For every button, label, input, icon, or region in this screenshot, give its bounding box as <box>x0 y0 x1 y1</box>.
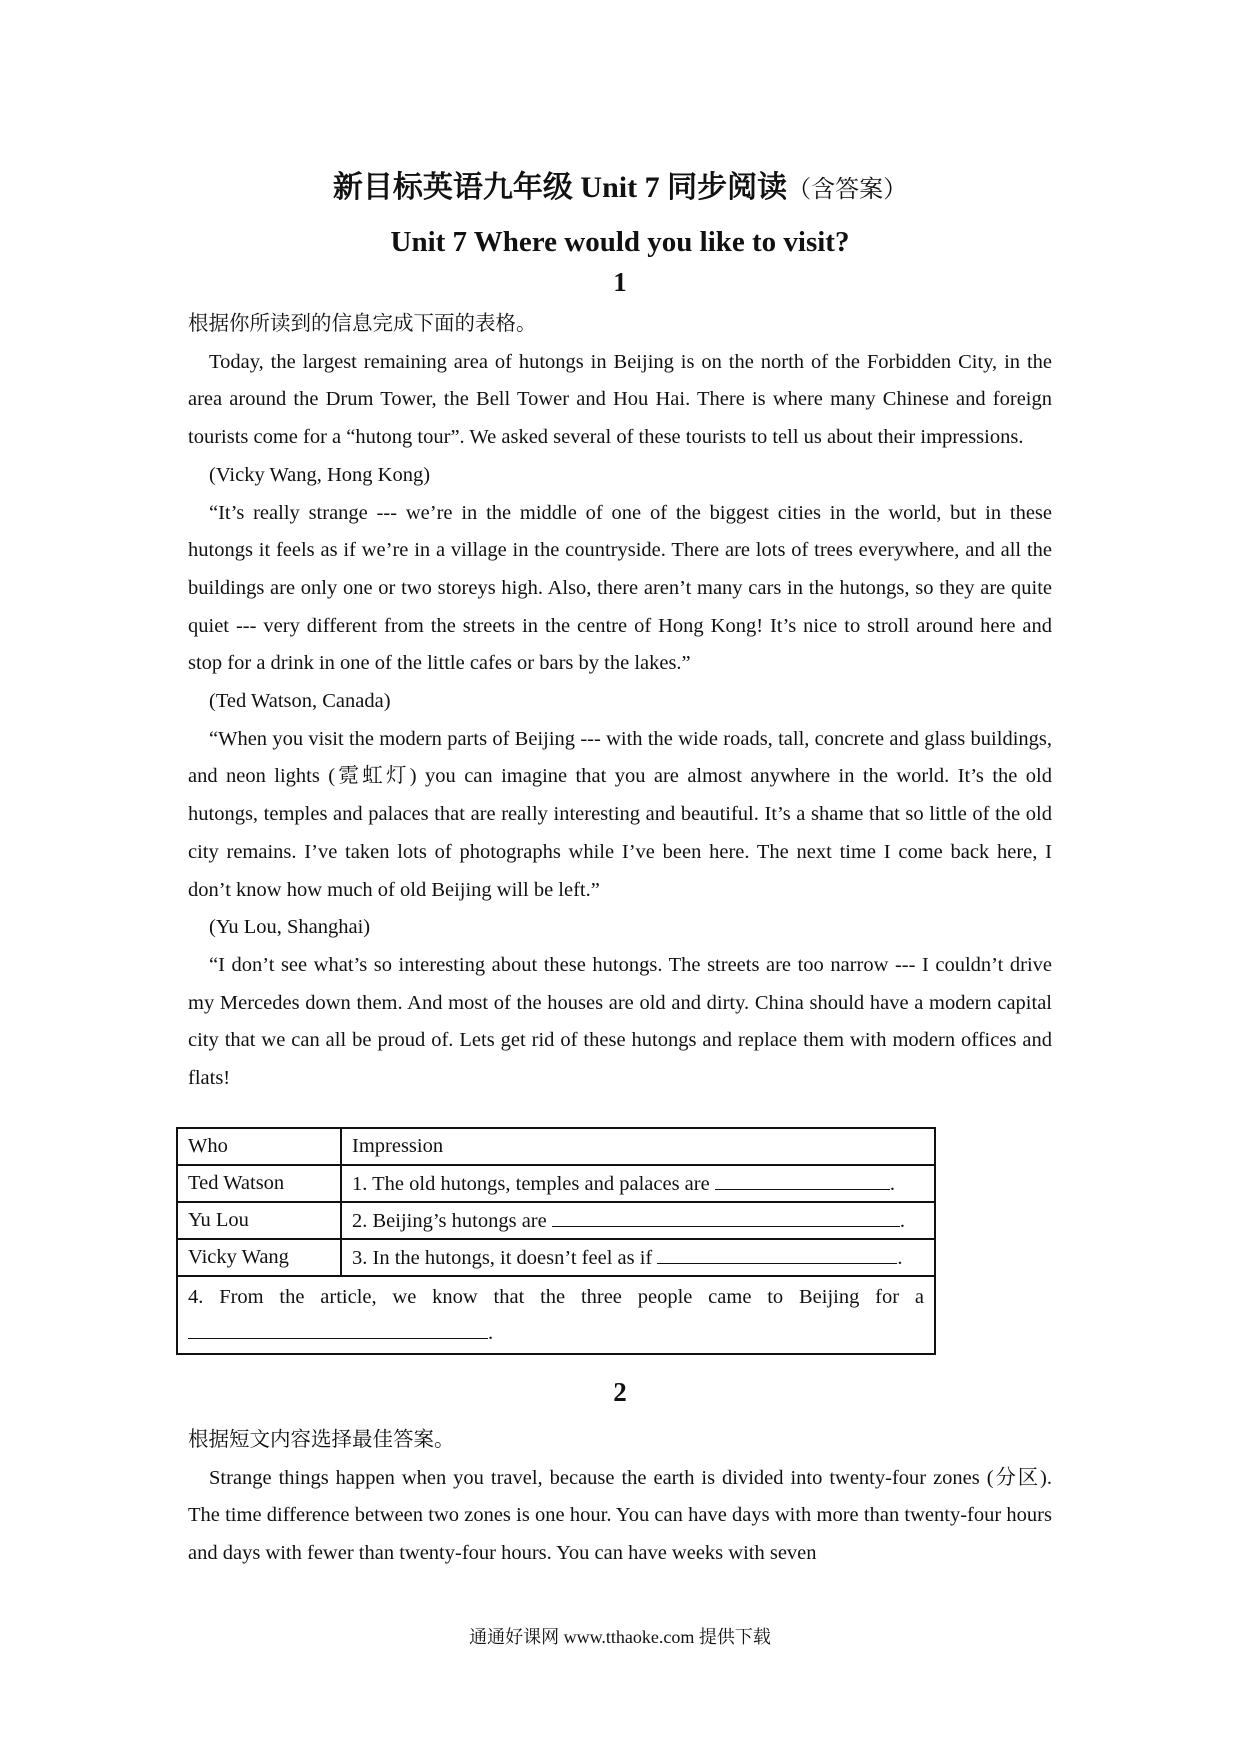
question-1-text: 1. The old hutongs, temples and palaces are <box>352 1173 710 1195</box>
paragraph-time-zones: Strange things happen when you travel, because the earth is divided into twenty-four zones (分区). The time difference between two zones is one hour. You can have days with more than twenty-four hours and days with fewer than twenty-four hours. You can have weeks with seven <box>188 1466 1052 1565</box>
row-who: Vicky Wang <box>177 1239 341 1276</box>
document-title <box>0 168 1240 210</box>
paragraph-intro: Today, the largest remaining area of hutongs in Beijing is on the north of the Forbidden City, in the area around the Drum Tower, the Bell Tower and Hou Hai. There is where many Chinese and foreign tourists come for a “hutong tour”. We asked several of these tourists to tell us about their impressions. <box>188 350 1052 449</box>
paragraph-ted-watson: “When you visit the modern parts of Beijing --- with the wide roads, tall, concrete and glass buildings, and neon lights (霓虹灯) you can imagine that you are almost anywhere in the world. It’s the old hutongs, temples and palaces that are really interesting and beautiful. It’s a shame that so little of the old city remains. I’ve taken lots of photographs while I’ve been here. The next time I come back here, I don’t know how much of old Beijing will be left.” <box>188 727 1052 901</box>
row-impression: 1. The old hutongs, temples and palaces are . <box>341 1165 935 1202</box>
unit-subtitle: Unit 7 Where would you like to visit? <box>390 226 850 258</box>
section-1-number: 1 <box>613 267 627 297</box>
answer-blank-3[interactable] <box>657 1245 897 1264</box>
question-2-text: 2. Beijing’s hutongs are <box>352 1210 547 1232</box>
paragraph-yu-lou: “I don’t see what’s so interesting about these hutongs. The streets are too narrow --- I couldn’t drive my Mercedes down them. And most of the houses are old and dirty. China should have a modern capital city that we can all be proud of. Lets get rid of these hutongs and replace them with modern offices and flats! <box>188 953 1052 1090</box>
header-who: Who <box>177 1128 341 1165</box>
question-4-text: 4. From the article, we know that the three people came to Beijing for a <box>188 1286 924 1308</box>
answer-blank-4[interactable] <box>188 1320 488 1339</box>
section-2-instruction: 根据短文内容选择最佳答案。 <box>188 1429 455 1451</box>
section-1-body <box>188 306 1052 1098</box>
row-impression: 3. In the hutongs, it doesn’t feel as if . <box>341 1239 935 1276</box>
table-row <box>177 1202 935 1239</box>
paragraph-vicky-wang: “It’s really strange --- we’re in the middle of one of the biggest cities in the world, but in these hutongs it feels as if we’re in a village in the countryside. There are lots of trees everywhere, and all the buildings are only one or two storeys high. Also, there aren’t many cars in the hutongs, so they are quite quiet --- very different from the streets in the centre of Hong Kong! It’s nice to stroll around here and stop for a drink in one of the little cafes or bars by the lakes.” <box>188 501 1052 675</box>
row-who: Ted Watson <box>177 1165 341 1202</box>
title-text: 新目标英语九年级 Unit 7 同步阅读 <box>332 171 788 204</box>
table-row <box>177 1165 935 1202</box>
table-row <box>177 1276 935 1354</box>
row-impression: 2. Beijing’s hutongs are . <box>341 1202 935 1239</box>
section-2-body <box>188 1422 1052 1573</box>
answer-blank-1[interactable] <box>715 1171 890 1190</box>
impression-table <box>176 1127 936 1355</box>
speaker-vicky-wang: (Vicky Wang, Hong Kong) <box>209 463 431 486</box>
speaker-yu-lou: (Yu Lou, Shanghai) <box>209 916 371 939</box>
question-4-cell: 4. From the article, we know that the three people came to Beijing for a . <box>177 1276 935 1354</box>
page-footer: 通通好课网 www.tthaoke.com 提供下载 <box>469 1627 771 1647</box>
section-2-number: 2 <box>613 1377 627 1407</box>
table-header-row <box>177 1128 935 1165</box>
question-3-text: 3. In the hutongs, it doesn’t feel as if <box>352 1247 653 1269</box>
row-who: Yu Lou <box>177 1202 341 1239</box>
table-row <box>177 1239 935 1276</box>
header-impression: Impression <box>341 1128 935 1165</box>
title-note: （含答案） <box>787 177 908 203</box>
speaker-ted-watson: (Ted Watson, Canada) <box>209 690 391 713</box>
section-1-instruction: 根据你所读到的信息完成下面的表格。 <box>188 313 537 335</box>
answer-blank-2[interactable] <box>552 1208 900 1227</box>
